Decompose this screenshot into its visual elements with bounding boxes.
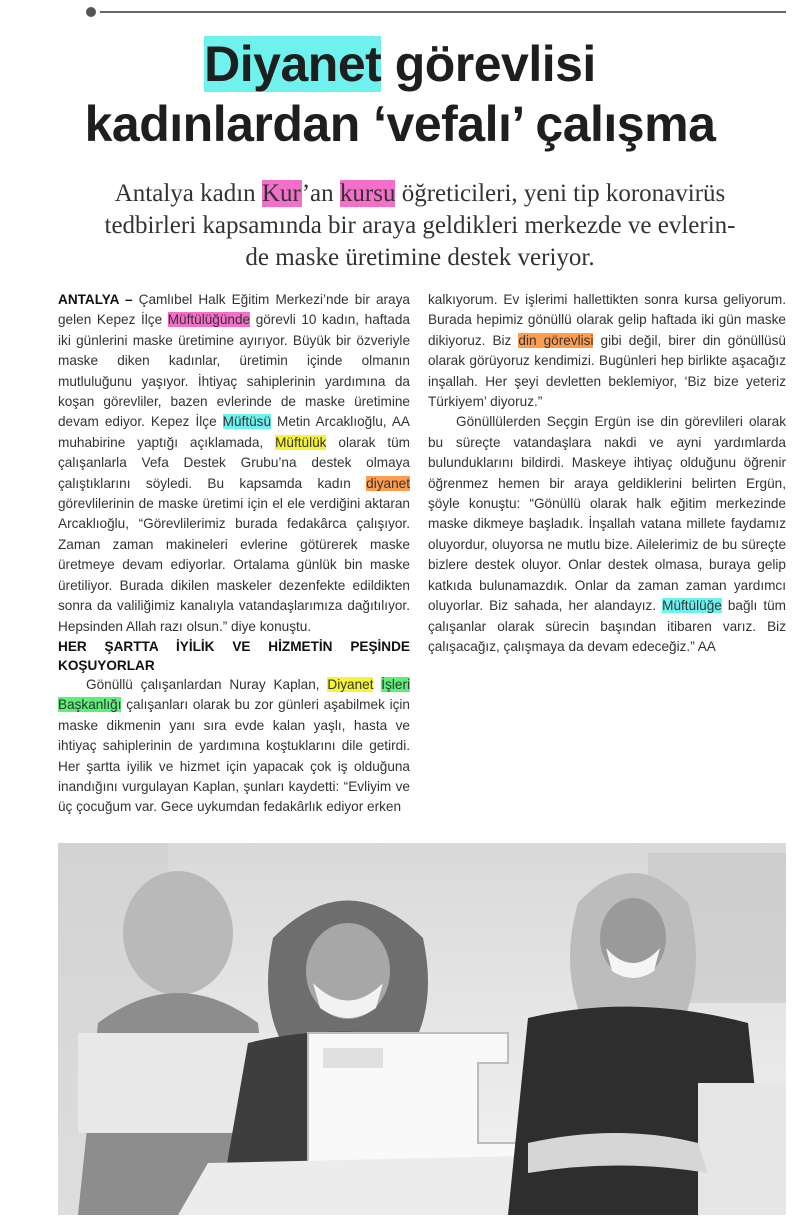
headline-line-2: kadınlardan ‘vefalı’ çalışma	[84, 96, 716, 152]
right-sewing-machine	[698, 1083, 786, 1215]
bullet-dot	[86, 7, 96, 17]
highlight-muftuluk: Müftülük	[275, 434, 327, 450]
paragraph-2-continued	[428, 290, 786, 412]
text: Metin Arcaklıoğlu, AA muhabirine yaptığı açıklamada,	[58, 414, 410, 450]
highlight-baskanligi: Başkanlığı	[58, 697, 122, 713]
sub-text: öğreticileri, yeni tip koronavirüs	[395, 180, 726, 207]
text: gibi	[593, 332, 629, 348]
highlight-diyanet-lower: diyanet	[366, 475, 410, 491]
news-photo-mask-sewing	[58, 843, 786, 1215]
subheadline-line-1	[60, 178, 780, 210]
highlight-din-gorevlisi: din görevlisi	[518, 332, 594, 348]
subheadline-line-2: tedbirleri kapsamında bir araya geldikleri merkezde ve evlerin-	[104, 212, 736, 239]
highlight-muftulugunde: Müftülüğünde	[167, 312, 251, 328]
text: Gönüllü çalışanlardan Nuray Kaplan,	[86, 676, 328, 692]
photo-illustration	[58, 843, 786, 1215]
subheadline-line-3: de maske üretimine destek veriyor.	[245, 244, 595, 271]
headline-line-1	[0, 36, 800, 92]
paragraph-1	[58, 290, 410, 637]
machine-panel	[323, 1048, 383, 1068]
text: görevli 10 kadın, haftada iki günlerini maske üretimine ayırıyor. Büyük bir özveriyle maske diken kadınlar, üretimin içinde olmanın mutluluğunu yaşıyor. İhtiyaç sahiplerinin yardımına da koşan görevliler, bazen evlerinde de maske üretimine devam ediyor. Kepez İlçe	[58, 312, 410, 430]
sub-text: Antalya kadın	[114, 180, 262, 207]
highlight-muftuluge: Müftülüğe	[662, 598, 722, 614]
text: görevlilerinin de maske üretimi için el ele verdiğini aktaran Arcaklıoğlu, “Görevlilerimiz burada fedakârca çalışıyor. Zaman zaman makineleri evlerine götürerek maske üretmeye devam ediyorlar. Ortalama günlük bin maske üretiliyor. Burada dikilen maskeler dezenfekte edildikten sonra da valiliğimiz kanalıyla vatandaşlarımıza dağıtılıyor. Hepsinden Allah razı olsun.” diye konuştu.	[58, 496, 410, 634]
headline-highlight-diyanet: Diyanet	[204, 36, 382, 92]
text: çalışanları olarak bu zor günleri aşabilmek için maske dikmenin yanı sıra evde kalan yaşlı, hasta ve ihtiyaç sahiplerinin de yardımına koştuklarını dile getirdi. Her şartta iyilik ve hizmet için yapacak çok iş olduğuna inandığını vurgulayan Kaplan, şunları kaydetti: “Evliyim ve üç çocuğum var. Gece uykumdan fedakârlık ediyor erken	[58, 697, 410, 815]
text: kalkıyorum. Ev işlerimi hallettikten sonra kursa geliyorum. Burada hepimiz gönüllü olarak gelip haftada iki gün maske dikiyoruz. Biz	[428, 292, 786, 348]
text: Çamlıbel Halk Eğitim Merkezi’nde bir araya gelen Kepez İlçe	[58, 292, 410, 328]
rule-line	[100, 11, 786, 13]
text: bağlı tüm çalışanlar olarak sürecin başından itibaren varız. Biz çalışacağız, çalışmaya da devam edeceğiz.” AA	[428, 598, 786, 654]
dateline: ANTALYA –	[58, 292, 133, 307]
text: olarak tüm çalışanlarla Vefa Destek Grubu’na destek olmaya çalıştıklarını söyledi. Bu kapsamda kadın	[58, 434, 410, 491]
text: Gönüllülerden Seçgin Ergün ise din görevlileri olarak bu süreçte vatandaşlara nakdi ve ayni yardımlarda bulunduklarını bildirdi. Maskeye ihtiyaç olduğunu öğrenir öğrenmez hemen bir araya geldiklerini belirten Ergün, şöyle konuştu: “Gönüllü olarak halk eğitim merkezinde maske dikmeye başladık. İnşallah vatana millete faydamız oluyordur, oluyorsa ne mutlu bize. Ailelerimiz de bu süreçte bizlere destek oluyor. Onlar destek olmasa, buraya gelip katkıda bulunamazdık. Onlar da zaman zaman yardımcı oluyorlar. Biz sahada, her alandayız.	[428, 414, 786, 614]
paragraph-2	[58, 675, 410, 818]
article-column-right	[428, 290, 786, 657]
top-rule	[86, 7, 786, 17]
article-column-left	[58, 290, 410, 818]
sub-text: ’an	[301, 180, 340, 207]
bg-woman-headscarf	[123, 871, 233, 995]
highlight-diyanet-upper: Diyanet	[327, 676, 374, 692]
highlight-kursu: kursu	[339, 180, 396, 207]
section-subhead: HER ŞARTTA İYİLİK VE HİZMETİN PEŞİNDE KOŞUYORLAR	[58, 638, 410, 673]
highlight-kur: Kur	[261, 180, 302, 207]
headline-line-1-rest: görevlisi	[381, 36, 596, 92]
highlight-isleri: İşleri	[381, 676, 410, 692]
paragraph-3	[428, 412, 786, 657]
highlight-muftusu: Müftüsü	[222, 414, 272, 430]
text: değil, birer din gönüllüsü olarak görüyoruz kendimizi. Bugünleri hep birlikte aşacağız inşallah. Her şeyi devletten beklemiyor, ‘Biz bize yeteriz Türkiyem’ diyoruz.”	[428, 332, 786, 410]
